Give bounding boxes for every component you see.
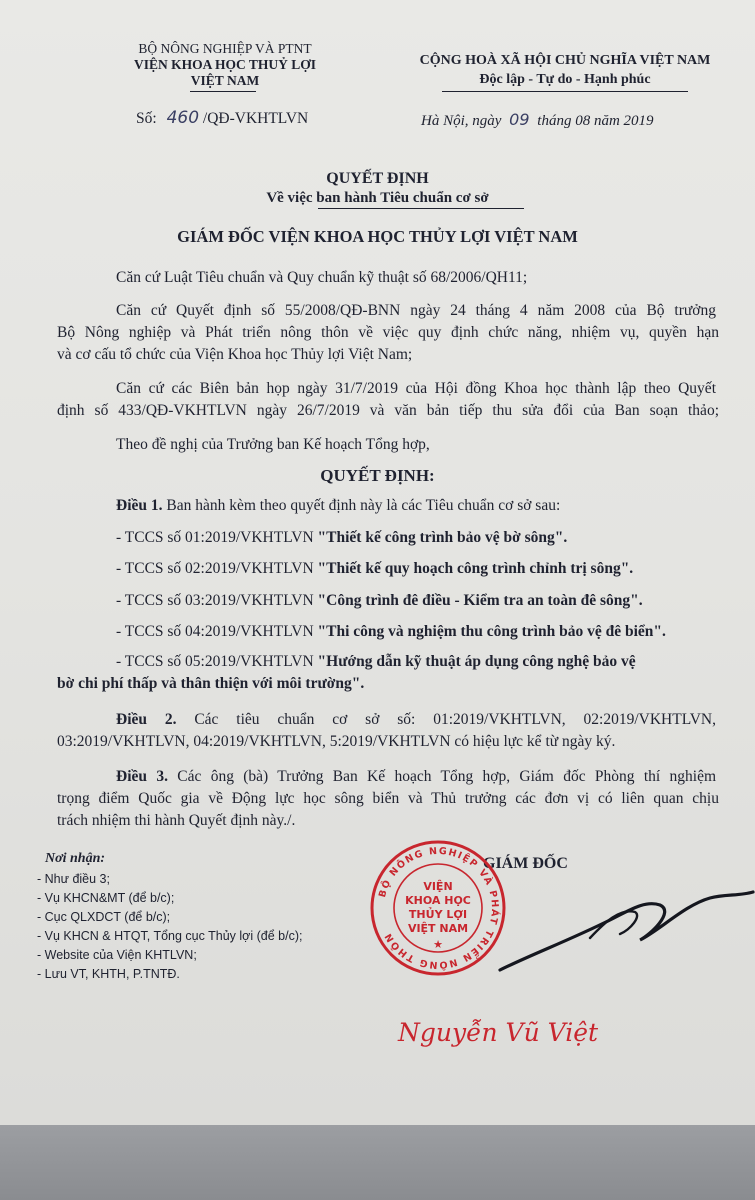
article-2-label: Điều 2. (116, 711, 177, 728)
standard-item (116, 559, 633, 579)
document-heading: QUYẾT ĐỊNH (326, 170, 429, 187)
standard-title: "Thiết kế công trình bảo vệ bờ sông". (317, 529, 568, 546)
article-1-text: Ban hành kèm theo quyết định này là các Tiêu chuẩn cơ sở sau: (166, 497, 561, 514)
standard-title: "Hướng dẫn kỹ thuật áp dụng công nghệ bảo vệ (317, 653, 636, 670)
recipient-item: - Vụ KHCN & HTQT, Tổng cục Thủy lợi (để b/c); (37, 929, 303, 943)
nation-name: CỘNG HOÀ XÃ HỘI CHỦ NGHĨA VIỆT NAM (419, 53, 711, 68)
seal-text-line2: KHOA HỌC (405, 894, 471, 907)
seal-text-line4: VIỆT NAM (407, 922, 469, 935)
recipients-heading: Nơi nhận: (45, 851, 106, 866)
signer-title: GIÁM ĐỐC (483, 855, 568, 872)
article-1 (116, 496, 560, 516)
standard-item (116, 528, 567, 548)
recipient-item: - Như điều 3; (37, 872, 110, 886)
institute-name-line2: VIỆT NAM (190, 73, 260, 88)
basis-2-line2: Bộ Nông nghiệp và Phát triển nông thôn về việc quy định chức năng, nhiệm vụ, quyền hạn (57, 324, 719, 341)
header-left-underline (190, 91, 256, 92)
page-shadow (0, 1125, 755, 1200)
article-3-line2: trọng điểm Quốc gia về Động lực học sông biển và Thủ trưởng các đơn vị có liên quan chịu (57, 790, 719, 807)
basis-2-line1: Căn cứ Quyết định số 55/2008/QĐ-BNN ngày 24 tháng 4 năm 2008 của Bộ trưởng (116, 302, 716, 319)
basis-2-line3: và cơ cấu tổ chức của Viện Khoa học Thủy lợi Việt Nam; (57, 346, 413, 363)
seal-star-icon: ★ (433, 939, 443, 951)
standard-code: - TCCS số 01:2019/VKHTLVN (116, 529, 314, 546)
date-day-handwritten: 09 (509, 110, 530, 129)
recipient-item: - Vụ KHCN&MT (để b/c); (37, 891, 175, 905)
seal-text-line3: THỦY LỢI (408, 908, 468, 921)
basis-3-line2: định số 433/QĐ-VKHTLVN ngày 26/7/2019 và văn bản tiếp thu sửa đổi của Ban soạn thảo; (57, 402, 719, 419)
article-1-label: Điều 1. (116, 497, 163, 514)
standard-code: - TCCS số 05:2019/VKHTLVN (116, 653, 314, 670)
standard-code: - TCCS số 03:2019/VKHTLVN (116, 592, 314, 609)
article-2-line1 (116, 710, 716, 730)
standard-item (116, 652, 636, 672)
date-prefix: Hà Nội, ngày (421, 113, 502, 129)
standard-title: "Thiết kế quy hoạch công trình chỉnh trị sông". (317, 560, 634, 577)
recipient-item: - Lưu VT, KHTH, P.TNTĐ. (37, 967, 180, 981)
article-3-label: Điều 3. (116, 768, 168, 785)
standard-code: - TCCS số 02:2019/VKHTLVN (116, 560, 314, 577)
article-3-text: Các ông (bà) Trưởng Ban Kế hoạch Tổng hợp, Giám đốc Phòng thí nghiệm (177, 768, 717, 785)
seal-text-line1: VIỆN (423, 880, 453, 893)
number-prefix: Số: (136, 110, 157, 127)
ministry-name: BỘ NÔNG NGHIỆP VÀ PTNT (138, 41, 312, 56)
standard-item-5-line2: bờ chi phí thấp và thân thiện với môi trường". (57, 675, 365, 692)
document-subject: Về việc ban hành Tiêu chuẩn cơ sở (266, 190, 489, 206)
date-suffix: tháng 08 năm 2019 (537, 113, 654, 129)
signer-name: Nguyễn Vũ Việt (398, 1018, 599, 1047)
decision-heading: QUYẾT ĐỊNH: (320, 466, 435, 485)
recipients-list (37, 870, 302, 984)
document-date (421, 110, 654, 130)
article-3-line1 (116, 767, 716, 787)
seal-ring-text: BỘ NÔNG NGHIỆP VÀ PHÁT TRIỂN NÔNG THÔN (377, 845, 501, 971)
standard-item (116, 622, 666, 642)
standard-code: - TCCS số 04:2019/VKHTLVN (116, 623, 314, 640)
number-handwritten: 460 (166, 108, 200, 128)
institute-name-line1: VIỆN KHOA HỌC THUỶ LỢI (133, 57, 317, 72)
article-2-text: Các tiêu chuẩn cơ sở số: 01:2019/VKHTLVN, 02:2019/VKHTLVN, (194, 711, 717, 728)
recipient-item: - Cục QLXDCT (để b/c); (37, 910, 171, 924)
motto: Độc lập - Tự do - Hạnh phúc (479, 72, 651, 87)
subject-underline (318, 208, 524, 209)
standard-title: "Thi công và nghiệm thu công trình bảo vệ đê biển". (317, 623, 666, 640)
issuing-authority: GIÁM ĐỐC VIỆN KHOA HỌC THỦY LỢI VIỆT NAM (177, 227, 578, 246)
header-left (120, 41, 330, 89)
basis-3-line1: Căn cứ các Biên bản họp ngày 31/7/2019 của Hội đồng Khoa học thành lập theo Quyết (116, 380, 716, 397)
article-2-line2: 03:2019/VKHTLVN, 04:2019/VKHTLVN, 5:2019/VKHTLVN có hiệu lực kể từ ngày ký. (57, 733, 616, 750)
standard-title: "Công trình đê điều - Kiểm tra an toàn đê sông". (317, 592, 643, 609)
document-number (136, 108, 308, 128)
article-3-line3: trách nhiệm thi hành Quyết định này./. (57, 812, 296, 829)
basis-1: Căn cứ Luật Tiêu chuẩn và Quy chuẩn kỹ thuật số 68/2006/QH11; (116, 269, 528, 286)
header-right (395, 51, 735, 89)
handwritten-signature (470, 860, 755, 1000)
motto-underline (442, 91, 688, 92)
recipient-item: - Website của Viện KHTLVN; (37, 948, 197, 962)
standard-item (116, 591, 643, 611)
proposal: Theo đề nghị của Trưởng ban Kế hoạch Tổng hợp, (116, 436, 430, 453)
number-suffix: /QĐ-VKHTLVN (202, 110, 309, 127)
